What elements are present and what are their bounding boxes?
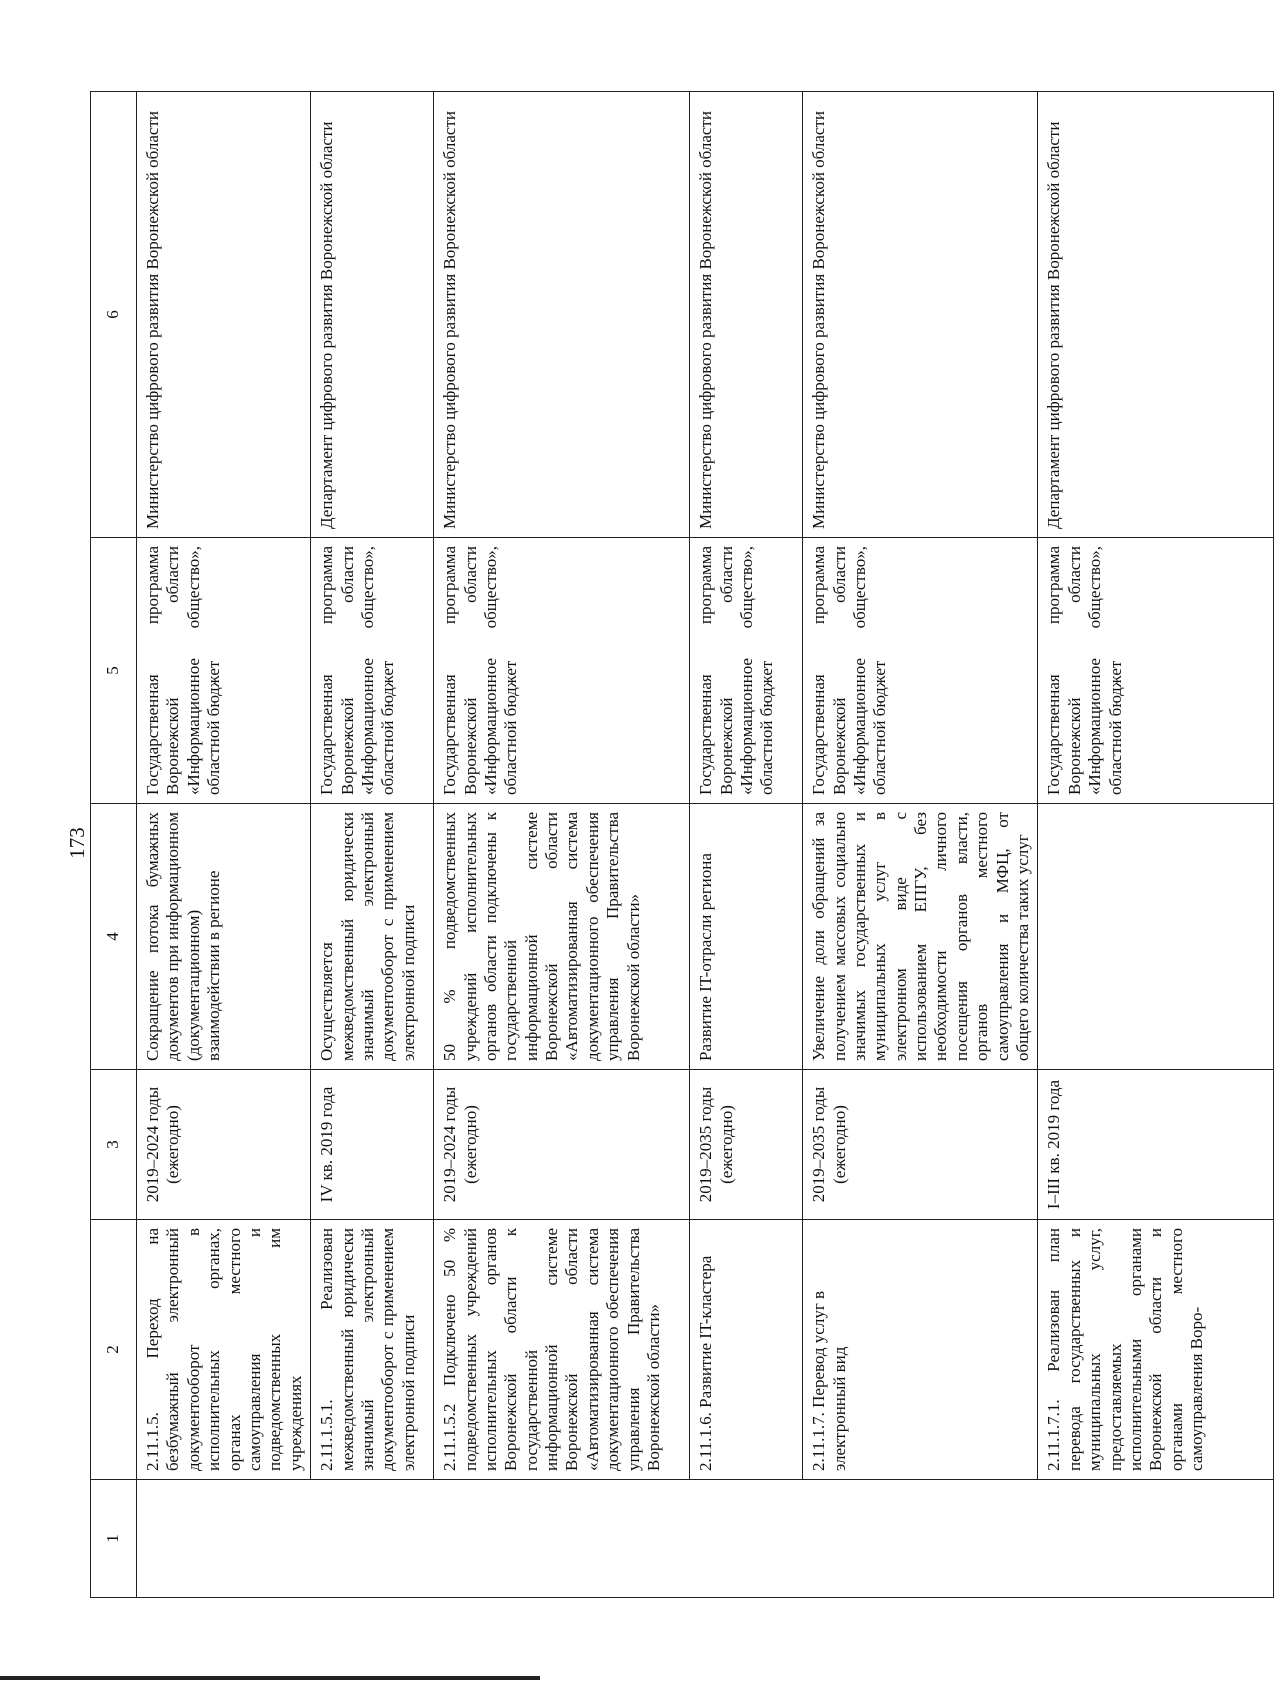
source-cell: Государственная программа Воронежской области «Информационное общество», областной бюджет: [434, 538, 690, 804]
period-cell: 2019–2024 годы (ежегодно): [434, 1070, 690, 1220]
measure-cell: 2.11.1.5. Переход на безбумажный электронный документооборот в исполнительных органах, органах местного самоуправления и подведомственных им учреждениях: [137, 1220, 311, 1480]
period-cell: I–III кв. 2019 года: [1038, 1070, 1273, 1220]
source-cell: Государственная программа Воронежской области «Информационное общество», областной бюджет: [690, 538, 803, 804]
header-col-3: 3: [91, 1070, 137, 1220]
executor-cell: Департамент цифрового развития Воронежской области: [1038, 92, 1273, 538]
executor-cell: Министерство цифрового развития Воронежской области: [803, 92, 1038, 538]
executor-cell: Департамент цифрового развития Воронежской области: [311, 92, 434, 538]
source-cell: Государственная программа Воронежской области «Информационное общество», областной бюджет: [803, 538, 1038, 804]
footer-rule: [0, 1676, 540, 1680]
measure-cell: 2.11.1.6. Развитие IT-кластера: [690, 1220, 803, 1480]
table-row: [1038, 92, 1273, 1598]
table-row: [690, 92, 803, 1598]
source-cell: Государственная программа Воронежской области «Информационное общество», областной бюджет: [137, 538, 311, 804]
period-cell: IV кв. 2019 года: [311, 1070, 434, 1220]
measure-cell: 2.11.1.7.1. Реализован план перевода государственных и муниципальных услуг, предоставляемых исполнительными органами Воронежской области и органами местного самоуправления Воро-: [1038, 1220, 1273, 1480]
header-col-6: 6: [91, 92, 137, 538]
executor-cell: Министерство цифрового развития Воронежской области: [434, 92, 690, 538]
column-1-blank: [137, 1480, 1274, 1598]
header-row: [91, 92, 137, 1598]
result-cell: Увеличение доли обращений за получением массовых социально значимых государственных и муниципальных услуг в электронном виде с использованием ЕПГУ, без необходимости личного посещения органов власти, органов местного самоуправления и МФЦ, от общего количества таких услуг: [803, 804, 1038, 1070]
executor-cell: Министерство цифрового развития Воронежской области: [690, 92, 803, 538]
result-cell: [1038, 804, 1273, 1070]
result-cell: Осуществляется межведомственный юридически значимый электронный документооборот с применением электронной подписи: [311, 804, 434, 1070]
header-col-5: 5: [91, 538, 137, 804]
table-row: [311, 92, 434, 1598]
table-row: [803, 92, 1038, 1598]
header-col-4: 4: [91, 804, 137, 1070]
rotated-table-container: [90, 92, 1207, 1598]
table-row: [137, 92, 311, 1598]
measure-cell: 2.11.1.5.2 Подключено 50 % подведомственных учреждений исполнительных органов Воронежской области к государственной информационной системе Воронежской области «Автоматизированная система документационного обеспечения управления Правительства Воронежской области»: [434, 1220, 690, 1480]
result-cell: Развитие IT-отрасли региона: [690, 804, 803, 1070]
measure-cell: 2.11.1.7. Перевод услуг в электронный вид: [803, 1220, 1038, 1480]
executor-cell: Министерство цифрового развития Воронежской области: [137, 92, 311, 538]
page-number: 173: [65, 827, 89, 859]
period-cell: 2019–2035 годы (ежегодно): [803, 1070, 1038, 1220]
source-cell: Государственная программа Воронежской области «Информационное общество», областной бюджет: [311, 538, 434, 804]
result-cell: Сокращение потока бумажных документов при информационном (документационном) взаимодействии в регионе: [137, 804, 311, 1070]
measure-cell: 2.11.1.5.1. Реализован межведомственный юридически значимый электронный документооборот с применением электронной подписи: [311, 1220, 434, 1480]
header-col-2: 2: [91, 1220, 137, 1480]
result-cell: 50 % подведомственных учреждений исполнительных органов области подключены к государственной информационной системе Воронежской области «Автоматизированная система документационного обеспечения управления Правительства Воронежской области»: [434, 804, 690, 1070]
table-row: [434, 92, 690, 1598]
period-cell: 2019–2024 годы (ежегодно): [137, 1070, 311, 1220]
period-cell: 2019–2035 годы (ежегодно): [690, 1070, 803, 1220]
source-cell: Государственная программа Воронежской области «Информационное общество», областной бюджет: [1038, 538, 1273, 804]
header-col-1: 1: [91, 1480, 137, 1598]
measures-table: [90, 91, 1274, 1598]
